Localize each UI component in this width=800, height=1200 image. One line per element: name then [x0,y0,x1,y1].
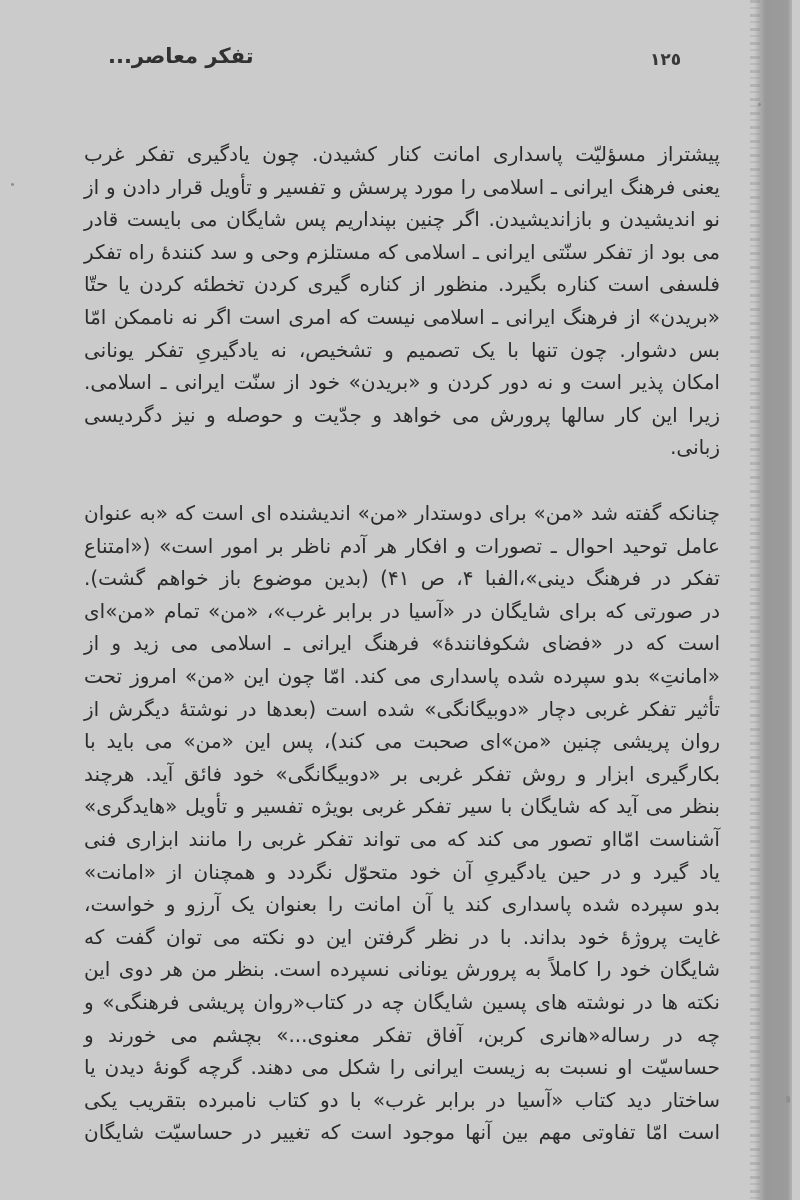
page-number: ١٢٥ [650,50,682,70]
binding-gutter-noise [750,0,760,1200]
text-line: حساسیّت او نسبت به زیست ایرانی را شکل می دهند. گرچه گونهٔ دیدن یا [84,1055,720,1080]
text-line: بکارگیری ابزار و روش تفکر غربی بر «دوبیگانگی» خود فائق آید. هرچند [84,761,720,786]
text-line: بس دشوار. چون تنها با یک تصمیم و تشخیص، نه یادگیریِ تفکر یونانی [84,337,720,362]
text-line: چه در رساله«هانری کربن، آفاق تفکر معنوی...» بچشم می خورند و [84,1022,720,1047]
text-line: روان پریشی چنین «من»ای صحبت می کند)، پس این «من» می باید با [84,729,720,754]
text-line: تأثیر تفکر غربی دچار «دوبیگانگی» شده است (بعدها در نوشتهٔ دیگرش از [84,696,720,721]
text-line: عامل توحید احوال ـ تصورات و افکار هر آدم ناظر بر امور است» («امتناع [84,533,720,558]
text-line: امکان پذیر است و نه دور کردن و «بریدن» خود از سنّت ایرانی ـ اسلامی. [84,370,720,395]
text-line: بنظر می آید که شایگان با سیر تفکر غربی بویژه تفسیر و تأویل «هایدگری» [84,794,720,819]
text-line: نکته ها در نوشته های پسین شایگان چه در کتاب«روان پریشی فرهنگی» و [84,989,720,1014]
text-line: غایت پروژهٔ خود بداند. با در نظر گرفتن این دو نکته می توان گفت که [84,924,720,949]
text-line: نو اندیشیدن و بازاندیشیدن. اگر چنین بپنداریم پس شایگان می بایست قادر [84,207,720,232]
text-line: تفکر در فرهنگ دینی»،الفبا ۴، ص ۴۱) (بدین موضوع باز خواهم گشت). [84,566,720,591]
text-line: ساختار دید کتاب «آسیا در برابر غرب» با دو کتاب نامبرده بتقریب یکی [84,1087,720,1112]
text-line: چنانکه گفته شد «من» برای دوستدار «من» اندیشنده ای است که «به عنوان [84,501,720,525]
scan-speck [758,103,761,106]
text-line: پیشتراز مسؤلیّت پاسداری امانت کنار کشیدن. چون یادگیری تفکر غرب [84,142,720,166]
paragraph-2 [84,497,720,1149]
running-title: تفکر معاصر... [108,44,254,68]
text-line: شایگان خود را کاملاً به پرورش یونانی نسپرده است. بنظر من هر دوی این [84,957,720,982]
text-line: آشناست امّااو تصور می کند که می تواند تفکر غربی را مانند ابزاری فنی [84,826,720,851]
text-line: یعنی فرهنگ ایرانی ـ اسلامی را مورد پرسش و تفسیر و تأویل قرار دادن و از [84,174,720,199]
text-line: یاد گیرد و در حین یادگیریِ آن خود متحوّل نگردد و همچنان از «امانت» [84,859,720,884]
text-line: است که در «فضای شکوفانندهٔ» فرهنگ ایرانی ـ اسلامی می زید و از [84,631,720,656]
scan-speck [11,183,14,186]
text-line: فلسفی است کناره بگیرد. منظور از کناره گیری کردن تخطئه کردن یا حتّا [84,272,720,297]
text-line: «امانتِ» بدو سپرده شده پاسداری می کند. امّا چون این «من» امروز تحت [84,663,720,688]
scan-speck [786,1096,790,1103]
text-line: زیرا این کار سالها پرورش می خواهد و جدّیت و حوصله و نیز دگردیسی [84,402,720,427]
text-line: است امّا تفاوتی مهم بین آنها موجود است که تغییر در حساسیّت شایگان [84,1120,720,1145]
text-line: زبانی. [670,435,720,460]
paragraph-1 [84,138,720,464]
text-line: «بریدن» از فرهنگ ایرانی ـ اسلامی نیست که امری است اگر نه ناممکن امّا [84,304,720,329]
text-line: می بود از تفکر سنّتی ایرانی ـ اسلامی که مستلزم وحی و سد کنندهٔ راه تفکر [84,239,720,264]
text-line: در صورتی که برای شایگان در «آسیا در برابر غرب»، «من» تمام «من»ای [84,598,720,623]
text-line: بدو سپرده شده پاسداری کند یا آن امانت را بعنوان یک آرزو و خواست، [84,892,720,917]
